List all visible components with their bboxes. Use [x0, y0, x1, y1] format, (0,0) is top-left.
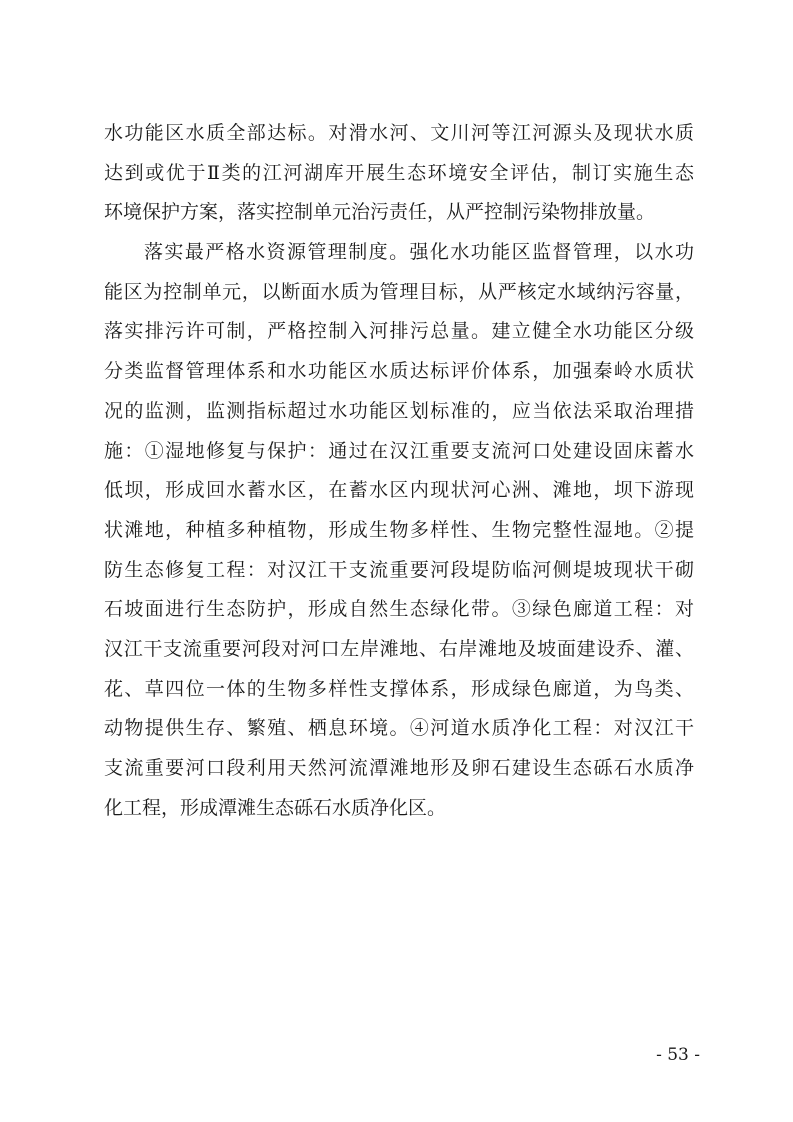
text-line: 达到或优于Ⅱ类的江河湖库开展生态环境安全评估，制订实施生态 [104, 161, 694, 184]
text-line: 分类监督管理体系和水功能区水质达标评价体系，加强秦岭水质状 [104, 360, 694, 383]
text-line: 落实最严格水资源管理制度。强化水功能区监督管理，以水功 [144, 241, 694, 264]
text-line: 汉江干支流重要河段对河口左岸滩地、右岸滩地及坡面建设乔、灌、 [104, 637, 694, 660]
text-line: 低坝，形成回水蓄水区，在蓄水区内现状河心洲、滩地，坝下游现 [104, 479, 694, 502]
text-line: 动物提供生存、繁殖、栖息环境。④河道水质净化工程：对汉江干 [104, 717, 694, 740]
text-line: 落实排污许可制，严格控制入河排污总量。建立健全水功能区分级 [104, 320, 694, 343]
text-line: 支流重要河口段利用天然河流潭滩地形及卵石建设生态砾石水质净 [104, 757, 694, 779]
text-line: 花、草四位一体的生物多样性支撑体系，形成绿色廊道，为鸟类、 [104, 677, 694, 700]
text-line: 水功能区水质全部达标。对滑水河、文川河等江河源头及现状水质 [104, 122, 694, 144]
text-line: 施：①湿地修复与保护：通过在汉江重要支流河口处建设固床蓄水 [104, 439, 694, 462]
text-line: 石坡面进行生态防护，形成自然生态绿化带。③绿色廊道工程：对 [104, 598, 694, 621]
text-line: 状滩地，种植多种植物，形成生物多样性、生物完整性湿地。②提 [104, 518, 694, 541]
text-line: 况的监测，监测指标超过水功能区划标准的，应当依法采取治理措 [104, 399, 694, 422]
page-number: - 53 - [656, 1045, 700, 1065]
body-text [104, 114, 694, 828]
text-line: 环境保护方案，落实控制单元治污责任，从严控制污染物排放量。 [104, 201, 656, 224]
text-line: 能区为控制单元，以断面水质为管理目标，从严核定水域纳污容量， [104, 280, 694, 303]
text-line: 防生态修复工程：对汉江干支流重要河段堤防临河侧堤坡现状干砌 [104, 558, 694, 581]
text-line: 化工程，形成潭滩生态砾石水质净化区。 [104, 796, 447, 819]
